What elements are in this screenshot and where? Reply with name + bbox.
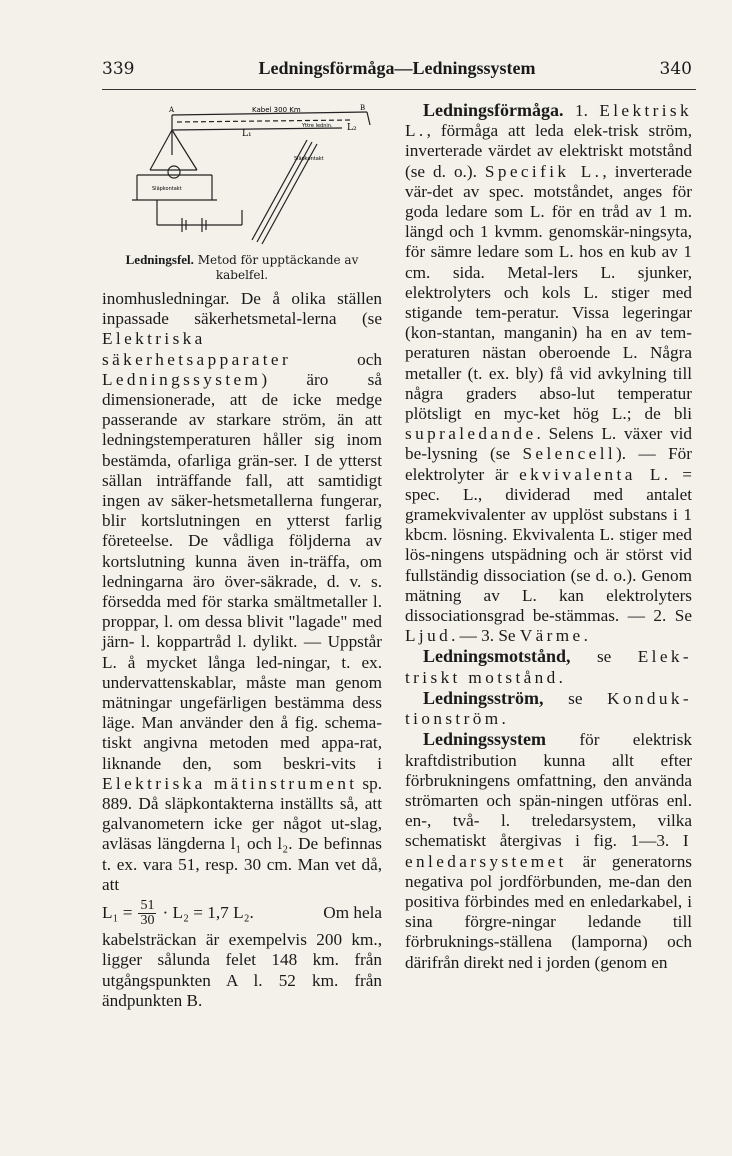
caption-text: Metod för upptäckande av kabelfel. (197, 253, 359, 282)
label-l2: L₂ (347, 123, 357, 133)
page-header (102, 58, 692, 79)
caption-title: Ledningsfel. (125, 252, 194, 267)
label-a: A (169, 106, 175, 114)
left-paragraph-2: kabelsträckan är exempelvis 200 km., ligger sålunda felet 148 km. från utgångspunkten A l. 52 km. från ändpunkten B. (102, 930, 382, 1010)
header-rule (102, 89, 696, 90)
right-column (405, 100, 692, 973)
figure-caption (102, 252, 382, 283)
page-number-left: 339 (102, 59, 135, 79)
entry-ledningsmotstand: Ledningsmotstånd, se Elek-triskt motstånd. (405, 646, 692, 687)
formula-rhs: · L₂ = 1,7 L₂. (162, 903, 254, 923)
formula-lhs: L₁ = (102, 903, 133, 923)
formula-after: Om hela (323, 903, 382, 923)
label-l1: L₁ (242, 129, 252, 139)
left-paragraph-1: inomhusledningar. De å olika ställen inpassade säkerhetsmetal-lerna (se Elektriska säkerhetsapparater och Ledningssystem) äro så dimensionerade, att de icke medge passerande av starkare ström, än att ledningstemperaturen håller sig inom bestämda, ofarliga grän-ser. I de ytterst sällan inträffande fall, att samtidigt ingen av säker-hetsmetallerna fungerar, blir kortslutningen en ytterst farlig företeelse. De vådliga följderna av kortslutning kunna även in-träffa, om ledningarna äro över-säkrade, d. v. s. försedda med för starka smältmetaller l. proppar, l. om dessa blivit "lagade" med järn- l. koppartråd l. dylikt. — Uppstår L. å mycket långa led-ningar, t. ex. undervattenskablar, måste man genom mätningar ungefärligen bestämma dess läge. Man använder den å fig. schema-tiskt angivna metoden med appa-rat, liknande den, som beskri-vits i Elektriska mätinstrument sp. 889. Då släpkontakterna inställts så, att galvanometern icke ger något ut-slag, avläsas längderna l₁ och l₂. De befinnas t. ex. vara 51, resp. 30 cm. Man vet då, att (102, 289, 382, 894)
label-slap2: Släpkontakt (152, 186, 182, 192)
label-kabel: Kabel 300 Km (252, 106, 301, 114)
formula-fraction: $\frac{51}{30}$ (140, 898, 155, 929)
label-b: B (360, 104, 366, 112)
entry-ledningsstrom: Ledningsström, se Konduk-tionström. (405, 687, 692, 729)
running-title: Ledningsförmåga—Ledningssystem (258, 58, 536, 78)
formula (102, 899, 382, 928)
galvanometer (168, 166, 180, 178)
label-yttre: Yttre lednin. (302, 123, 333, 129)
entry-ledningsformaga: Ledningsförmåga. 1. Elektrisk L., förmåga att leda elek-trisk ström, inverterade värdet av elektriskt motstånd (se d. o.). Specifik L., inverterade vär-det av spec. motståndet, anges för goda ledare som L. för en tråd av 1 m. längd och 1 kvmm. genomskär-ningsyta, för sämre ledare som L. hos en kub av 1 cm. sida. Metal-lers L. sjunker, elektrolyters och kols L. stiger med stigande tem-peratur. Vissa legeringar (kon-stantan, manganin) ha en av tem-peraturen nästan oberoende L. Några metaller (t. ex. bly) få vid avkylning till några graders abso-lut temperatur plötsligt en myc-ket hög L.; de bli supraledande. Selens L. växer vid be-lysning (se Selencell). — För elektrolyter är ekvivalenta L. = spec. L., dividerad med antalet gramekvivalenter av upplöst substans i 1 kbcm. lösning. Ekvivalenta L. stiger med lös-ningens utspädning och är störst vid fullständig dissociation (se d. o.). Genom mätning av L. kan elektrolyters dissociationsgrad be-stämmas. — 2. Se Ljud. — 3. Se Värme. (405, 100, 692, 646)
page-number-right: 340 (659, 59, 692, 79)
label-slap1: Släpkontakt (294, 156, 324, 162)
left-column (102, 100, 382, 1011)
ledningsfel-diagram (102, 100, 382, 250)
entry-ledningssystem: Ledningssystem för elektrisk kraftdistribution kunna allt efter förbrukningens omfattning, den använda strömarten och spän-ningen utföras enl. en-, två- l. treledarsystem, vilka schematiskt återgivas i fig. 1—3. I enledarsystemet är generatorns negativa pol jordförbunden, me-dan den positiva förbindes med en enledarkabel, i sina förgre-ningar ledande till förbruknings-ställena (lamporna) och därifrån direkt ned i jorden (genom en (405, 729, 692, 972)
